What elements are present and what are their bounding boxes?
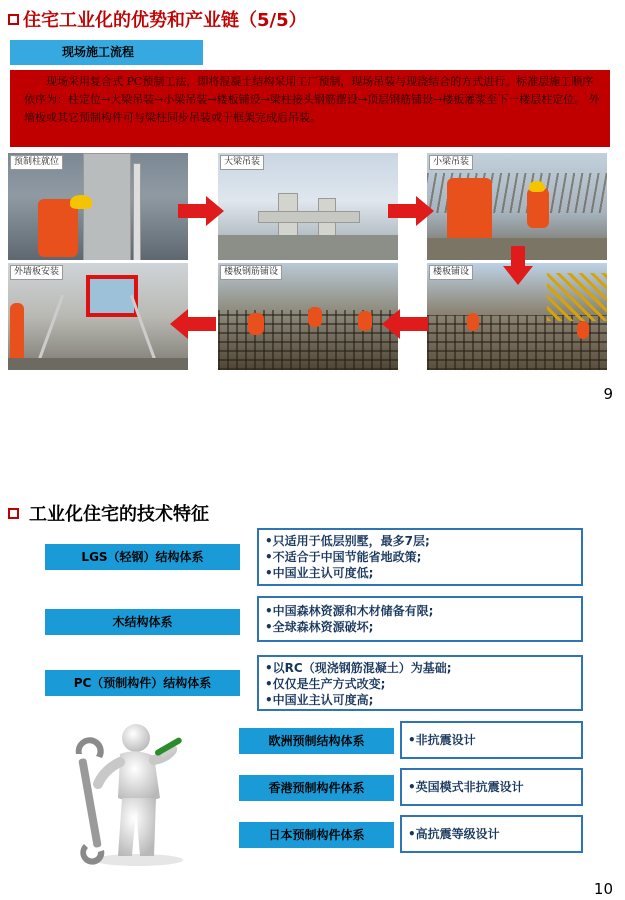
arrow-left-icon	[382, 308, 430, 340]
photo-exterior-wall-installation	[8, 263, 188, 370]
photo-column-positioning	[8, 153, 188, 260]
note-line: •不适合于中国节能省地政策;	[265, 550, 422, 564]
process-description: 现场采用复合式 PC预制工法，即将混凝土结构采用工厂预制，现场吊装与现浇结合的方式进行。标准层施工顺序依序为：柱定位→大梁吊装→小梁吊装→楼板铺设→梁柱接头钢筋摆设→顶层钢筋铺设→楼板灌浆至下一楼层柱定位。 外墙板或其它预制构件可与梁柱同步吊装或于框架完成后吊装。	[10, 70, 610, 147]
region-label-hongkong: 香港预制构件体系	[239, 775, 394, 801]
checkbox-bullet-icon	[8, 508, 19, 519]
photo-label: 外墙板安装	[10, 265, 63, 280]
slide1-title	[8, 6, 307, 32]
checkbox-bullet-icon	[8, 14, 19, 25]
photo-main-beam-hoisting	[218, 153, 398, 260]
note-line: •全球森林资源破坏;	[265, 620, 374, 634]
slide1-title-text: 住宅工业化的优势和产业链（5/5）	[23, 10, 307, 31]
note-line: •仅仅是生产方式改变;	[265, 677, 386, 691]
system-notes-lgs	[257, 528, 583, 586]
photo-label: 预制柱就位	[10, 155, 63, 170]
section-subtitle: 现场施工流程	[10, 40, 203, 65]
region-note-europe	[400, 721, 583, 759]
photo-label: 大梁吊装	[220, 155, 264, 170]
slide2-title	[8, 500, 209, 526]
system-notes-pc	[257, 655, 583, 711]
slide2-title-text: 工业化住宅的技术特征	[29, 504, 209, 525]
photo-label: 楼板钢筋铺设	[220, 265, 282, 280]
arrow-left-icon	[170, 308, 218, 340]
region-label-europe: 欧洲预制结构体系	[239, 728, 394, 754]
note-line: •中国森林资源和木材储备有限;	[265, 604, 434, 618]
note-line: •中国业主认可度高;	[265, 693, 374, 707]
photo-label: 楼板铺设	[429, 265, 473, 280]
note-line: •中国业主认可度低;	[265, 566, 374, 580]
arrow-down-icon	[502, 246, 534, 286]
region-label-japan: 日本预制构件体系	[239, 822, 394, 848]
arrow-right-icon	[388, 195, 436, 227]
photo-secondary-beam-hoisting	[427, 153, 607, 260]
note-line: •只适用于低层别墅，最多7层;	[265, 534, 430, 548]
page-number: 9	[603, 385, 613, 403]
note-line: •非抗震设计	[408, 733, 476, 747]
arrow-right-icon	[178, 195, 226, 227]
page-number: 10	[593, 880, 613, 898]
system-notes-wood	[257, 596, 583, 642]
photo-label: 小梁吊装	[429, 155, 473, 170]
system-label-wood: 木结构体系	[45, 609, 240, 635]
note-line: •以RC（现浇钢筋混凝土）为基础;	[265, 661, 452, 675]
region-note-hongkong	[400, 768, 583, 806]
region-note-japan	[400, 815, 583, 853]
note-line: •高抗震等级设计	[408, 827, 500, 841]
note-line: •英国模式非抗震设计	[408, 780, 524, 794]
person-with-wrench-icon	[68, 718, 198, 868]
photo-floor-rebar-laying	[218, 263, 398, 370]
system-label-lgs: LGS（轻钢）结构体系	[45, 544, 240, 570]
system-label-pc: PC（预制构件）结构体系	[45, 670, 240, 696]
